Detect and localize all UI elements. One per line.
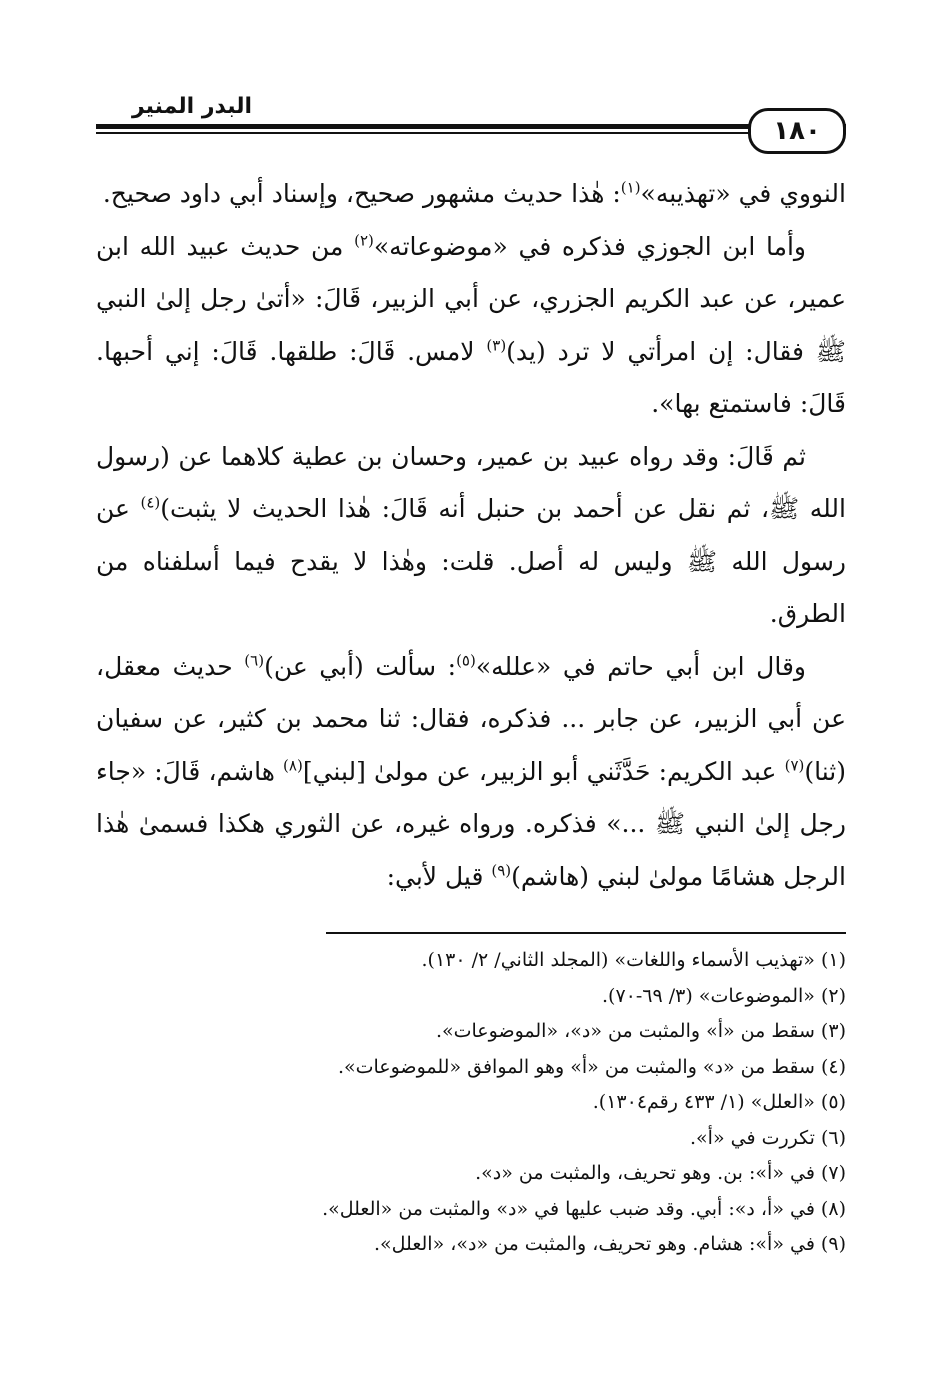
page-header	[96, 96, 846, 156]
footnote-ref-1[interactable]: (١)	[620, 178, 641, 197]
footnote-separator	[326, 932, 846, 934]
running-title: البدر المنير	[132, 94, 253, 119]
footnote-5: (٥) «العلل» (١/ ٤٣٣ رقم١٣٠٤).	[592, 1091, 846, 1113]
footnote-ref-2[interactable]: (٢)	[354, 231, 374, 250]
footnotes	[96, 943, 846, 1263]
page-number: ١٨٠	[748, 108, 846, 154]
footnote-ref-8[interactable]: (٨)	[283, 756, 303, 775]
footnote-3: (٣) سقط من «أ» والمثبت من «د»، «الموضوعات».	[435, 1020, 846, 1042]
footnote-4: (٤) سقط من «د» والمثبت من «أ» وهو الموافق «للموضوعات».	[337, 1055, 846, 1078]
footnote-ref-5[interactable]: (٥)	[456, 651, 476, 670]
footnote-6: (٦) تكررت في «أ».	[690, 1126, 846, 1149]
footnote-ref-6[interactable]: (٦)	[244, 651, 265, 670]
footnote-ref-4[interactable]: (٤)	[140, 493, 161, 512]
footnote-2: (٢) «الموضوعات» (٣/ ٦٩-٧٠).	[601, 984, 846, 1007]
footnote-9: (٩) في «أ»: هشام. وهو تحريف، والمثبت من «د»، «العلل».	[374, 1233, 846, 1255]
header-rule-thick	[96, 124, 846, 129]
header-rule-thin	[96, 132, 846, 134]
footnote-8: (٨) في «أ، د»: أبي. وقد ضبب عليها في «د» والمثبت من «العلل».	[322, 1197, 846, 1220]
paragraph-2: وأما ابن الجوزي فذكره في «موضوعاته»$^{(٢)}$ من حديث عبيد الله ابن عمير، عن عبد الكريم الجزري، عن أبي الزبير، قَالَ: «أتىٰ رجل إلىٰ النبي ﷺ فقال: إن امرأتي لا ترد (يد)$^{(٣)}$ لامس. قَالَ: طلقها. قَالَ: إني أحبها. قَالَ: فاستمتع بها».	[96, 231, 847, 418]
main-text	[96, 168, 846, 903]
footnote-7: (٧) في «أ»: بن. وهو تحريف، والمثبت من «د».	[475, 1162, 846, 1184]
footnote-ref-7[interactable]: (٧)	[784, 756, 805, 775]
footnote-1: (١) «تهذيب الأسماء واللغات» (المجلد الثاني/ ٢/ ١٣٠).	[421, 949, 846, 971]
paragraph-4: وقال ابن أبي حاتم في «علله»$^{(٥)}$: سألت (أبي عن)$^{(٦)}$ حديث معقل، عن أبي الزبير، عن جابر ... فذكره، فقال: ثنا محمد بن كثير، عن سفيان (ثنا)$^{(٧)}$ عبد الكريم: حَدَّثَني أبو الزبير، عن مولىٰ [لبني]$^{(٨)}$ هاشم، قَالَ: «جاء رجل إلىٰ النبي ﷺ ...» فذكره. ورواه غيره، عن الثوري هكذا فسمىٰ هٰذا الرجل هشامًا مولىٰ لبني (هاشم)$^{(٩)}$ قيل لأبي:	[96, 651, 846, 891]
footnote-ref-3[interactable]: (٣)	[486, 336, 507, 355]
footnote-ref-9[interactable]: (٩)	[491, 861, 512, 880]
paragraph-1: النووي في «تهذيبه»$^{(١)}$: هٰذا حديث مشهور صحيح، وإسناد أبي داود صحيح.	[102, 178, 846, 208]
paragraph-3: ثم قَالَ: وقد رواه عبيد بن عمير، وحسان بن عطية كلاهما عن (رسول الله ﷺ، ثم نقل عن أحمد بن حنبل أنه قَالَ: هٰذا الحديث لا يثبت)$^{(٤)}$ عن رسول الله ﷺ وليس له أصل. قلت: وهٰذا لا يقدح فيما أسلفناه من الطرق.	[96, 441, 846, 628]
